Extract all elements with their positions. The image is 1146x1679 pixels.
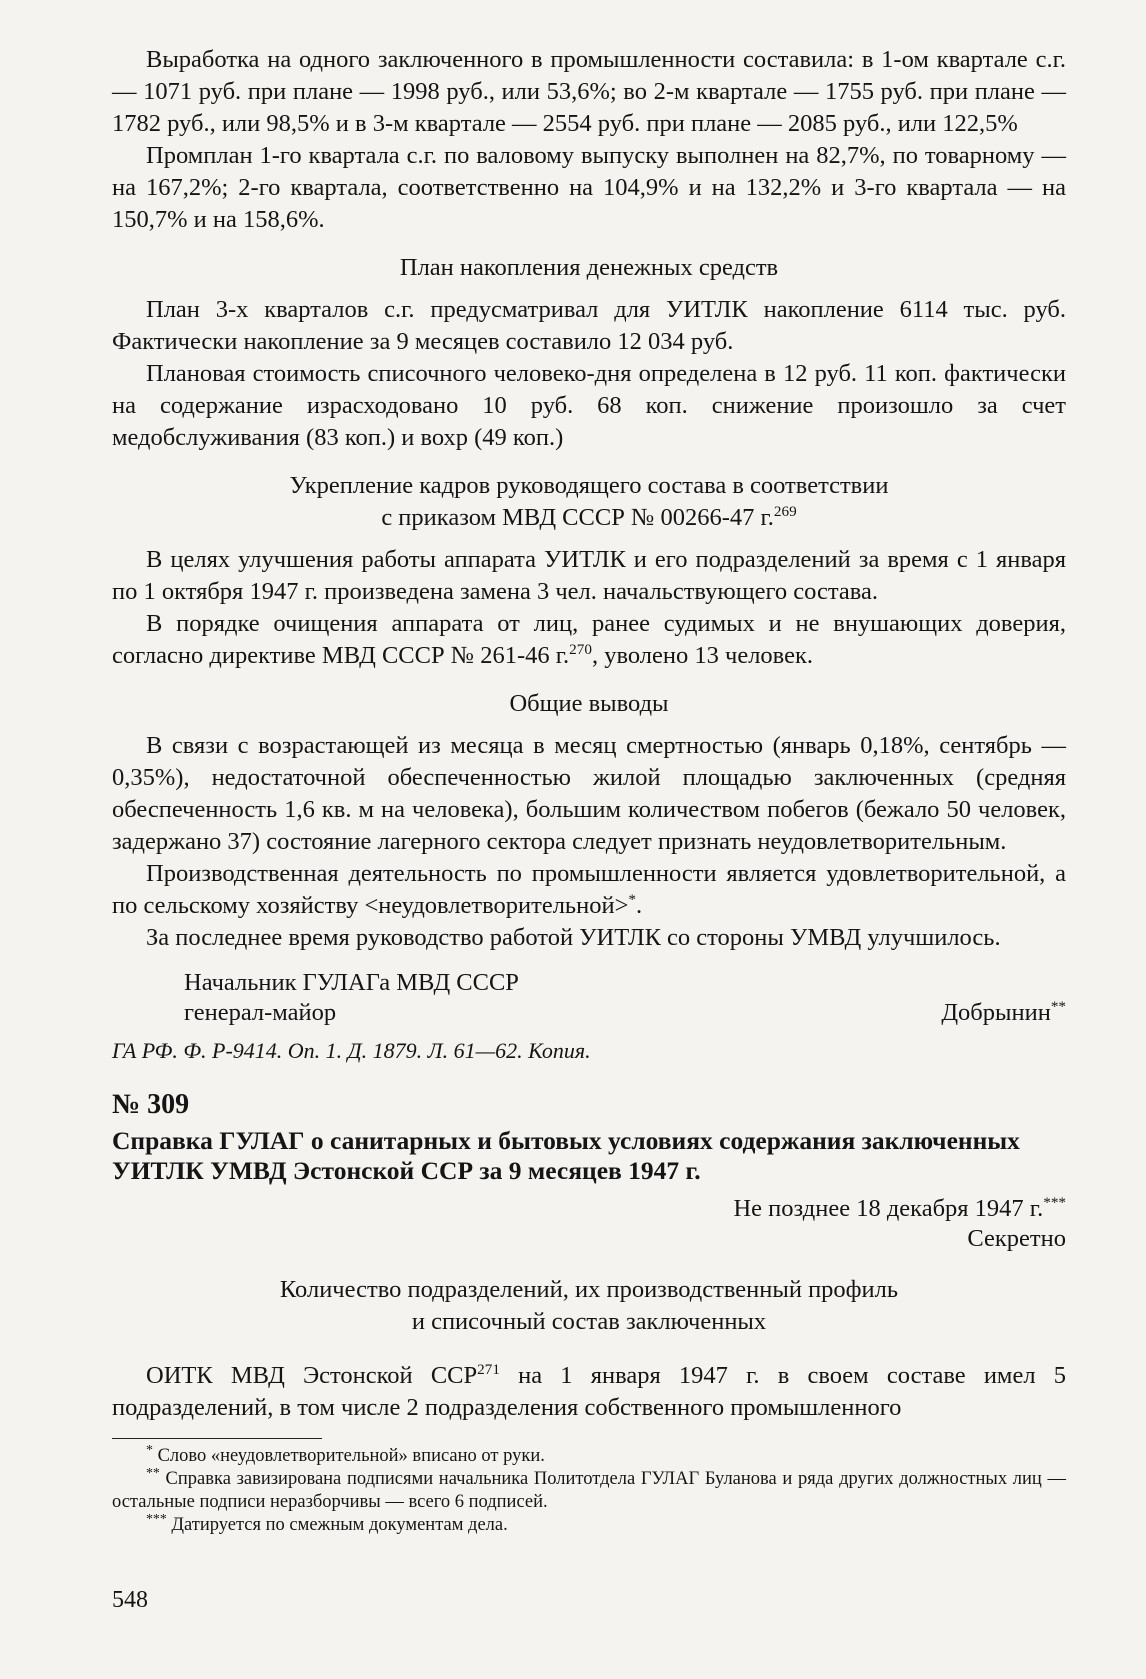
paragraph-staff-dismissal: В порядке очищения аппарата от лиц, ранее судимых и не внушающих доверия, согласно директиве МВД СССР № 261-46 г.$^{270}$, уволено 13 человек. bbox=[112, 610, 1066, 669]
signatory-title-line1: Начальник ГУЛАГа МВД СССР bbox=[184, 969, 519, 996]
signatory-title-line2: генерал-майор bbox=[184, 999, 337, 1026]
signature-block bbox=[112, 968, 1066, 1028]
footnote-ref-1: * bbox=[628, 890, 636, 908]
paragraph-accumulation: План 3-х кварталов с.г. предусматривал для УИТЛК накопление 6114 тыс. руб. Фактически накопление за 9 месяцев составило 12 034 руб. bbox=[112, 296, 1066, 355]
footnote-ref-2: ** bbox=[1050, 997, 1066, 1015]
document-number: № 309 bbox=[112, 1089, 190, 1120]
section-heading-staff-line2: с приказом МВД СССР № 00266-47 г.$^{269}$ bbox=[381, 502, 797, 531]
page-number: 548 bbox=[112, 1587, 148, 1613]
endnote-ref-269: 269 bbox=[773, 502, 797, 520]
document-title: Справка ГУЛАГ о санитарных и бытовых условиях содержания заключенных УИТЛК УМВД Эстонской ССР за 9 месяцев 1947 г. bbox=[112, 1126, 1020, 1185]
paragraph-management-conclusion: За последнее время руководство работой УИТЛК со стороны УМВД улучшилось. bbox=[146, 924, 1001, 951]
footnote-3: *** Датируется по смежным документам дела. bbox=[146, 1511, 508, 1535]
footnote-1: * Слово «неудовлетворительной» вписано от руки. bbox=[146, 1442, 545, 1466]
footnote-2: ** Справка завизирована подписями начальника Политотдела ГУЛАГ Буланова и ряда других должностных лиц — остальные подписи неразборчивы — всего 6 подписей. bbox=[112, 1465, 1066, 1512]
signatory-name: Добрынин** bbox=[941, 997, 1066, 1026]
paragraph-mortality-conclusion: В связи с возрастающей из месяца в месяц смертностью (январь 0,18%, сентябрь — 0,35%), недостаточной обеспеченностью жилой площадью заключенных (средняя обеспеченность 1,6 кв. м на человека), большим количеством побегов (бежало 50 человек, задержано 37) состояние лагерного сектора следует признать неудовлетворительным. bbox=[112, 732, 1066, 855]
section-heading-staff bbox=[112, 470, 1066, 534]
endnote-ref-271: 271 bbox=[477, 1360, 500, 1378]
signatory-position bbox=[184, 968, 519, 1028]
paragraph-person-day-cost: Плановая стоимость списочного человеко-дня определена в 12 руб. 11 коп. фактически на содержание израсходовано 10 руб. 68 коп. снижение произошло за счет медобслуживания (83 коп.) и вохр (49 коп.) bbox=[112, 360, 1066, 451]
section-heading-conclusions: Общие выводы bbox=[509, 690, 669, 717]
footnote-ref-3: *** bbox=[1043, 1193, 1066, 1211]
paragraph-industrial-plan: Промплан 1-го квартала с.г. по валовому выпуску выполнен на 82,7%, по товарному — на 167,2%; 2-го квартала, соответственно на 104,9% и на 132,2% и 3-го квартала — на 150,7% и на 158,6%. bbox=[112, 142, 1066, 233]
paragraph-oitk-composition: ОИТК МВД Эстонской ССР$^{271}$ на 1 января 1947 г. в своем составе имел 5 подразделений, в том числе 2 подразделения собственного промышленного bbox=[112, 1360, 1066, 1421]
section-heading-funds-plan: План накопления денежных средств bbox=[399, 254, 779, 281]
section-heading-staff-line1: Укрепление кадров руководящего состава в соответствии bbox=[289, 472, 889, 499]
section-heading-subdivisions-line2: и списочный состав заключенных bbox=[411, 1308, 767, 1335]
document-date: Не позднее 18 декабря 1947 г.*** bbox=[733, 1193, 1066, 1222]
paragraph-staff-replacement: В целях улучшения работы аппарата УИТЛК и его подразделений за время с 1 января по 1 октября 1947 г. произведена замена 3 чел. начальствующего состава. bbox=[112, 546, 1066, 605]
archive-source: ГА РФ. Ф. Р-9414. Оп. 1. Д. 1879. Л. 61—62. Копия. bbox=[112, 1038, 591, 1063]
classification-label: Секретно bbox=[967, 1225, 1066, 1252]
paragraph-output-per-prisoner: Выработка на одного заключенного в промышленности составила: в 1-ом квартале с.г. — 1071 руб. при плане — 1998 руб., или 53,6%; во 2-м квартале — 1755 руб. при плане — 1782 руб., или 98,5% и в 3-м квартале — 2554 руб. при плане — 2085 руб., или 122,5% bbox=[112, 46, 1066, 137]
footnote-divider bbox=[112, 1438, 322, 1439]
section-heading-subdivisions-line1: Количество подразделений, их производственный профиль bbox=[279, 1276, 899, 1303]
section-heading-subdivisions bbox=[112, 1274, 1066, 1338]
endnote-ref-270: 270 bbox=[569, 640, 592, 658]
paragraph-production-conclusion: Производственная деятельность по промышленности является удовлетворительной, а по сельскому хозяйству <неудовлетворительной>*. bbox=[112, 860, 1066, 919]
